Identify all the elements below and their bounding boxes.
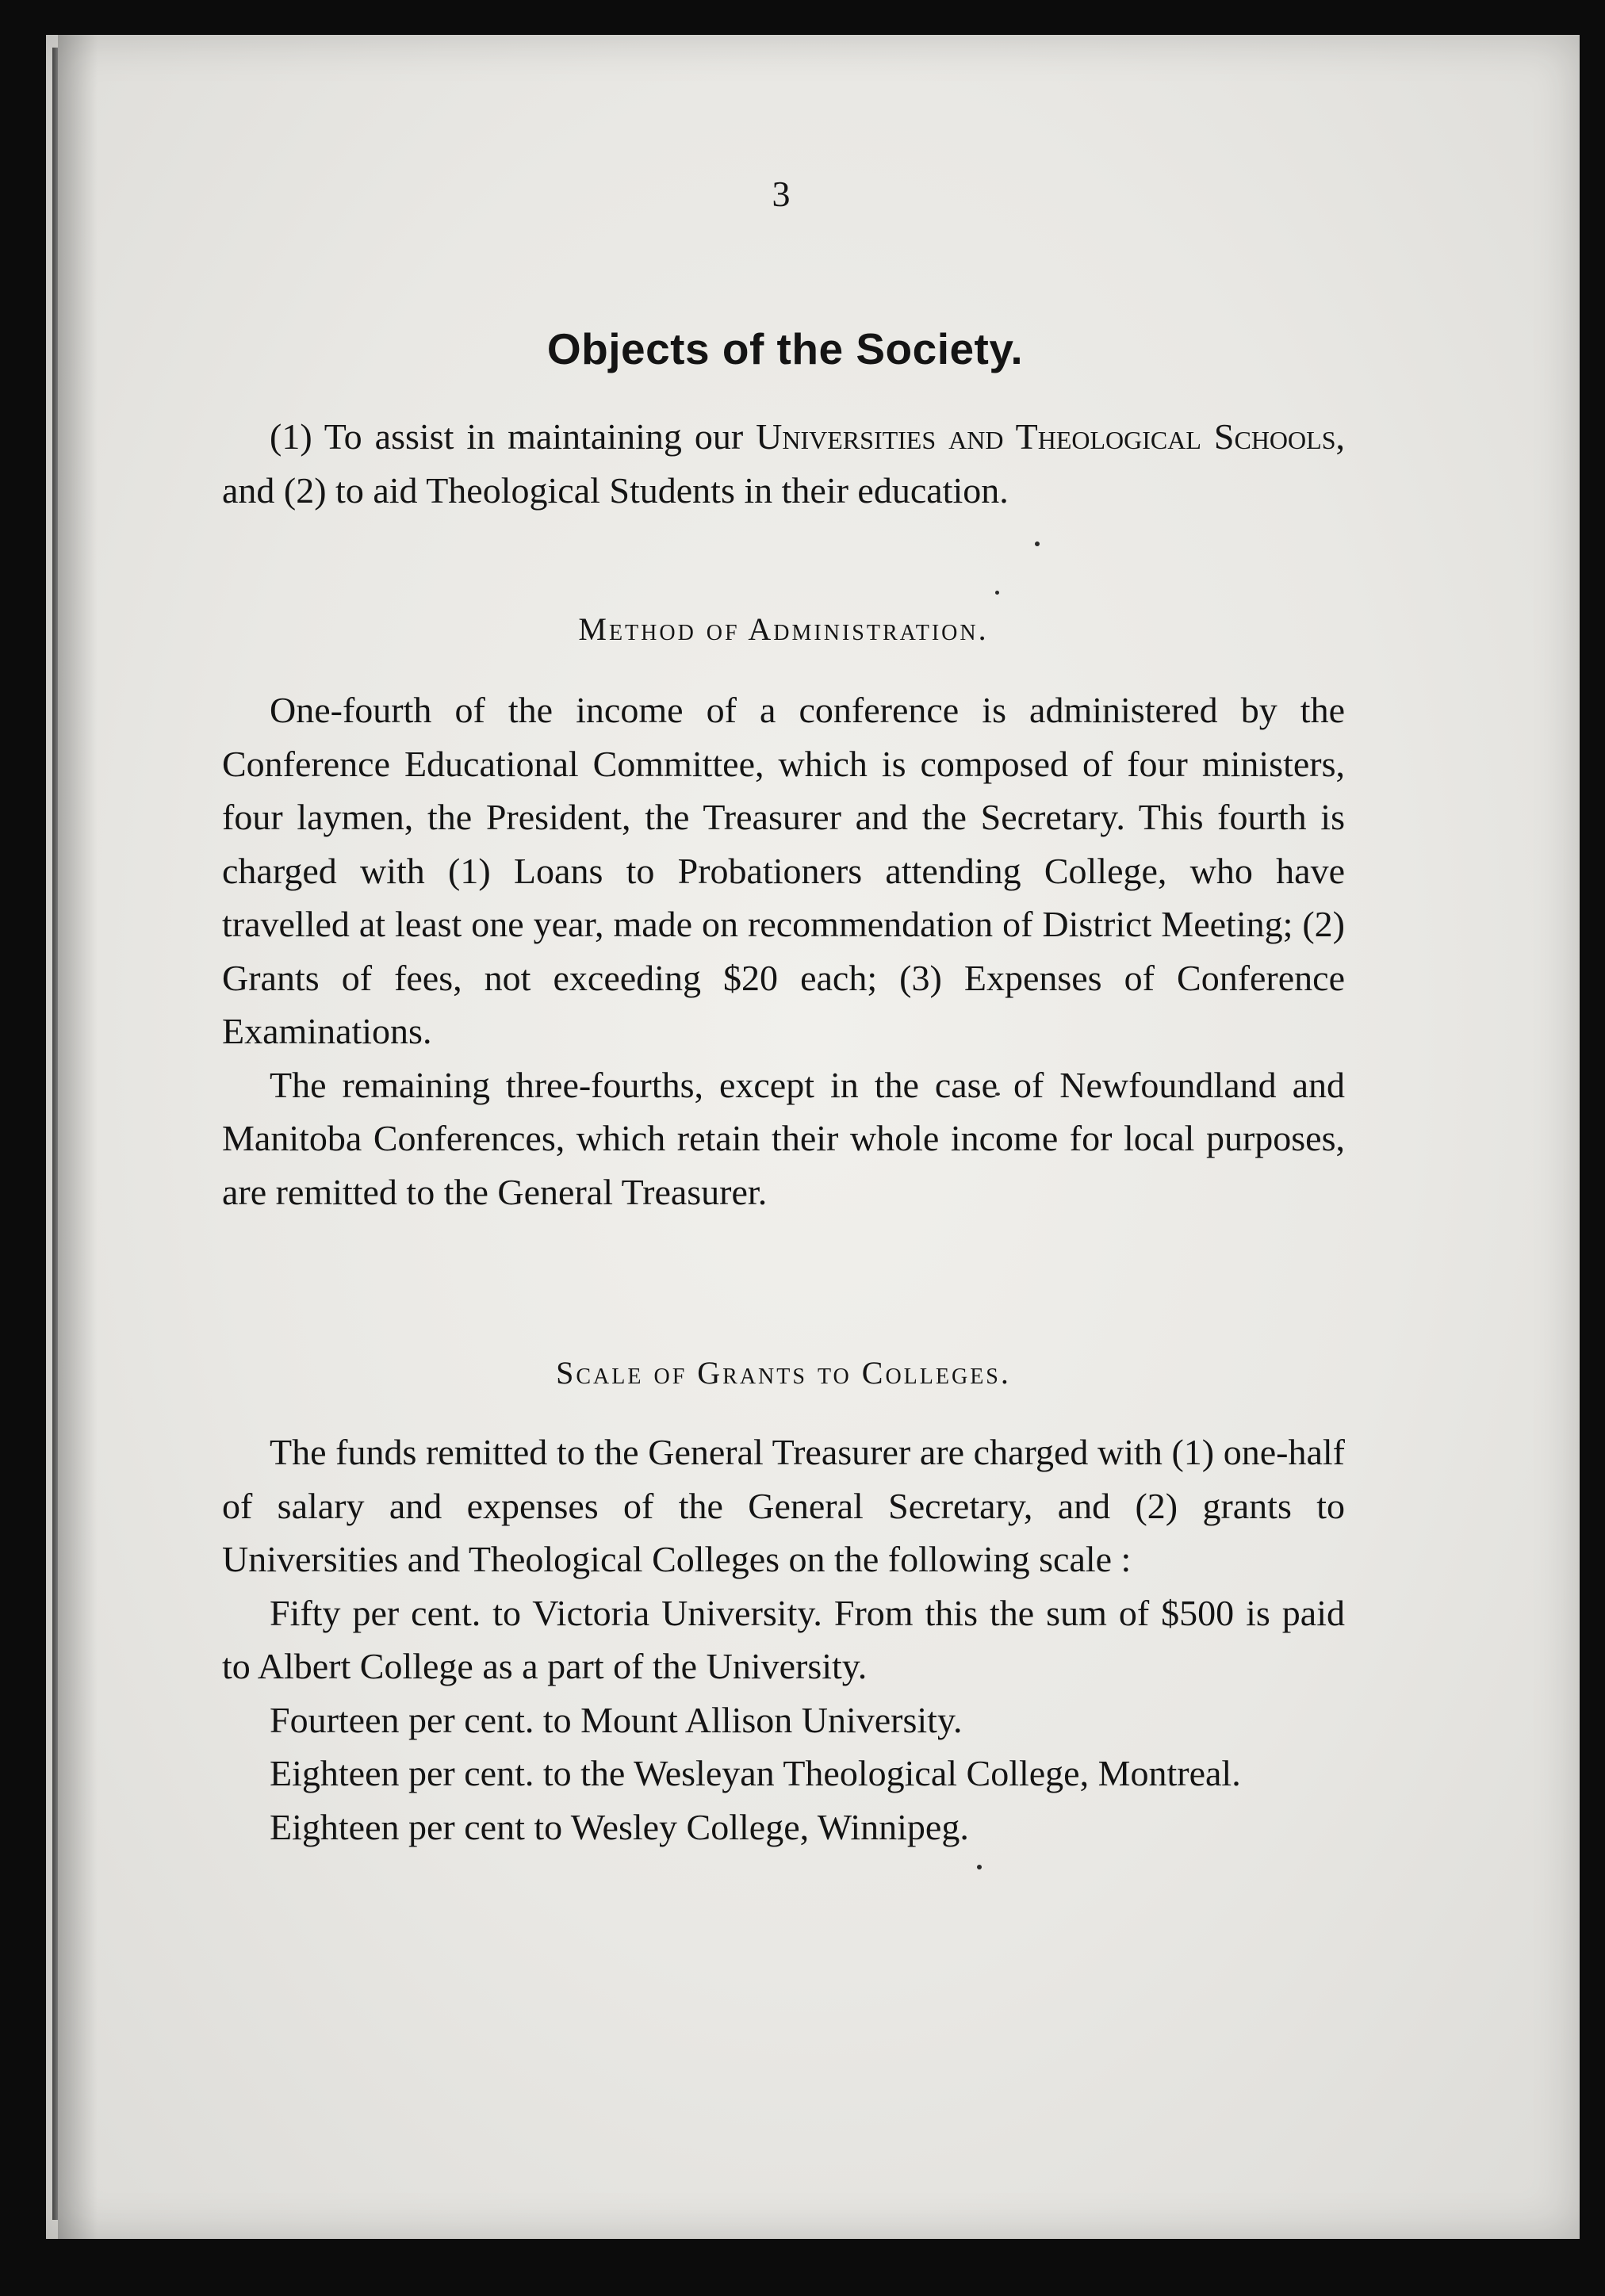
scale-paragraph-1: The funds remitted to the General Treasurer are charged with (1) one-half of salary and expenses of the General Secretary, and (2) grants to Universities and Theological Colleges on the following scale : bbox=[222, 1432, 1345, 1579]
scale-heading: Scale of Grants to Colleges. bbox=[556, 1355, 1011, 1391]
objects-text-2: , and (2) to aid Theological Students in their education. bbox=[222, 416, 1345, 511]
page-title: Objects of the Society. bbox=[546, 324, 1024, 373]
method-paragraph-2: The remaining three-fourths, except in the case of Newfoundland and Manitoba Conferences, which retain their whole income for local purposes, are remitted to the General Treasurer. bbox=[222, 1064, 1345, 1212]
method-paragraph-1: One-fourth of the income of a conference is administered by the Conference Educational Committee, which is composed of four ministers, four laymen, the President, the Treasurer and the Secretary. This fourth is charged with (1) Loans to Probationers attending College, who have travelled at least one year, made on recommendation of District Meeting; (2) Grants of fees, not exceeding $20 each; (3) Expenses of Conference Examinations. bbox=[222, 690, 1345, 1051]
objects-text-1: To assist in maintaining our bbox=[312, 416, 757, 457]
method-section bbox=[222, 683, 1345, 1219]
scale-paragraph-5: Eighteen per cent to Wesley College, Winnipeg. bbox=[270, 1806, 969, 1847]
objects-institutions: Universities and Theological Schools bbox=[756, 416, 1336, 457]
objects-number: (1) bbox=[270, 416, 312, 457]
objects-paragraph bbox=[222, 410, 1345, 517]
page-number: 3 bbox=[772, 174, 791, 214]
method-heading: Method of Administration. bbox=[578, 611, 989, 647]
scale-paragraph-4: Eighteen per cent. to the Wesleyan Theological College, Montreal. bbox=[270, 1753, 1241, 1793]
scale-paragraph-2: Fifty per cent. to Victoria University. From this the sum of $500 is paid to Albert College as a part of the University. bbox=[222, 1592, 1345, 1686]
scale-section bbox=[222, 1425, 1345, 1854]
scale-paragraph-3: Fourteen per cent. to Mount Allison University. bbox=[270, 1699, 963, 1740]
